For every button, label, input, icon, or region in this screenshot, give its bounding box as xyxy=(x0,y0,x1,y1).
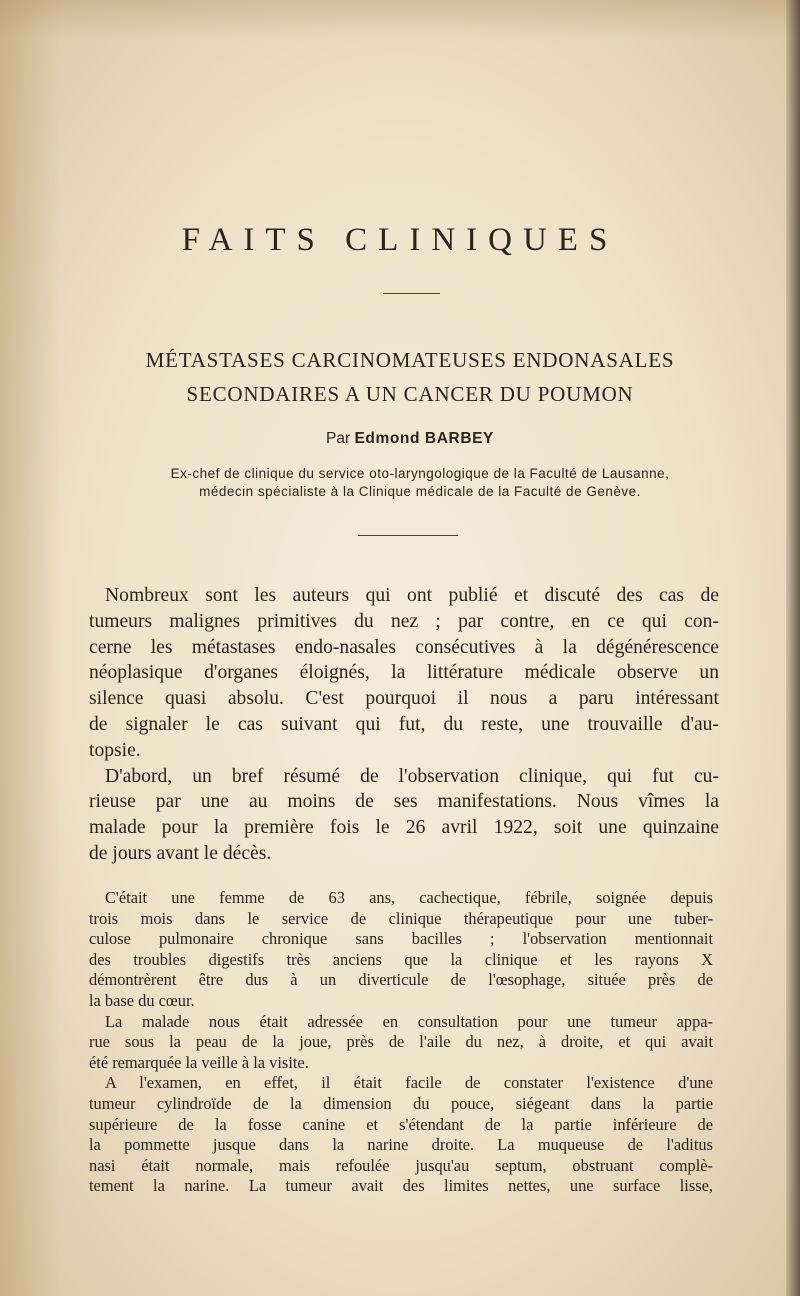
article-title-line-1: MÉTASTASES CARCINOMATEUSES ENDONASALES xyxy=(145,348,675,372)
text-line: la pommette jusque dans la narine droite. La muqueuse de l'aditus xyxy=(89,1135,713,1155)
page-shadow-top xyxy=(0,0,800,40)
author-affiliation xyxy=(80,465,760,501)
text-line: de signaler le cas suivant qui fut, du reste, une trouvaille d'au- xyxy=(89,713,719,735)
article-title-line-2: SECONDAIRES A UN CANCER DU POUMON xyxy=(186,382,634,406)
text-line: Nombreux sont les auteurs qui ont publié et discuté des cas de xyxy=(105,585,719,606)
affiliation-line-2: médecin spécialiste à la Clinique médicale de la Faculté de Genève. xyxy=(199,484,641,499)
page-binding-edge xyxy=(786,0,800,1296)
intro-paragraphs xyxy=(89,583,719,867)
text-line: tumeur cylindroïde de la dimension du pouce, siégeant dans la partie xyxy=(89,1093,713,1113)
page-shadow-left xyxy=(0,0,60,1296)
text-line: silence quasi absolu. C'est pourquoi il nous a paru intéressant xyxy=(89,688,719,710)
article-title xyxy=(60,343,760,411)
text-line: des troubles digestifs très anciens que la clinique et les rayons X xyxy=(89,949,713,969)
text-line: topsie. xyxy=(89,739,141,761)
divider-top xyxy=(383,293,440,294)
text-line: rieuse par une au moins de ses manifestations. Nous vîmes la xyxy=(89,791,719,813)
section-heading: FAITS CLINIQUES xyxy=(181,222,619,258)
text-line: de jours avant le décès. xyxy=(89,842,272,864)
text-line: malade pour la première fois le 26 avril 1922, soit une quinzaine xyxy=(89,817,719,839)
text-line: La malade nous était adressée en consultation pour une tumeur appa- xyxy=(105,1011,713,1031)
divider-bottom xyxy=(358,535,458,536)
text-line: tumeurs malignes primitives du nez ; par contre, en ce qui con- xyxy=(89,610,719,632)
text-line: culose pulmonaire chronique sans bacilles ; l'observation mentionnait xyxy=(89,929,713,949)
byline-prefix: Par xyxy=(326,430,351,447)
byline xyxy=(60,430,760,448)
case-report-paragraphs xyxy=(89,888,713,1197)
author-name: Edmond BARBEY xyxy=(354,430,494,447)
text-line: cerne les métastases endo-nasales consécutives à la dégénérescence xyxy=(89,636,719,658)
text-line: nasi était normale, mais refoulée jusqu'au septum, obstruant complè- xyxy=(89,1155,713,1175)
text-line: néoplasique d'organes éloignés, la littérature médicale observe un xyxy=(89,662,719,684)
text-line: A l'examen, en effet, il était facile de constater l'existence d'une xyxy=(105,1073,713,1093)
text-line: rue sous la peau de la joue, près de l'aile du nez, à droite, et qui avait xyxy=(89,1032,713,1052)
text-line: été remarquée la veille à la visite. xyxy=(89,1052,309,1072)
text-line: D'abord, un bref résumé de l'observation clinique, qui fut cu- xyxy=(105,765,719,787)
text-line: tement la narine. La tumeur avait des limites nettes, une surface lisse, xyxy=(89,1176,713,1196)
affiliation-line-1: Ex-chef de clinique du service oto-laryngologique de la Faculté de Lausanne, xyxy=(170,466,670,481)
text-line: supérieure de la fosse canine et s'étendant de la partie inférieure de xyxy=(89,1114,713,1134)
text-line: la base du cœur. xyxy=(89,990,195,1010)
text-line: C'était une femme de 63 ans, cachectique, fébrile, soignée depuis xyxy=(105,888,713,907)
text-line: trois mois dans le service de clinique thérapeutique pour une tuber- xyxy=(89,908,713,928)
text-line: démontrèrent être dus à un diverticule de l'œsophage, située près de xyxy=(89,970,713,990)
